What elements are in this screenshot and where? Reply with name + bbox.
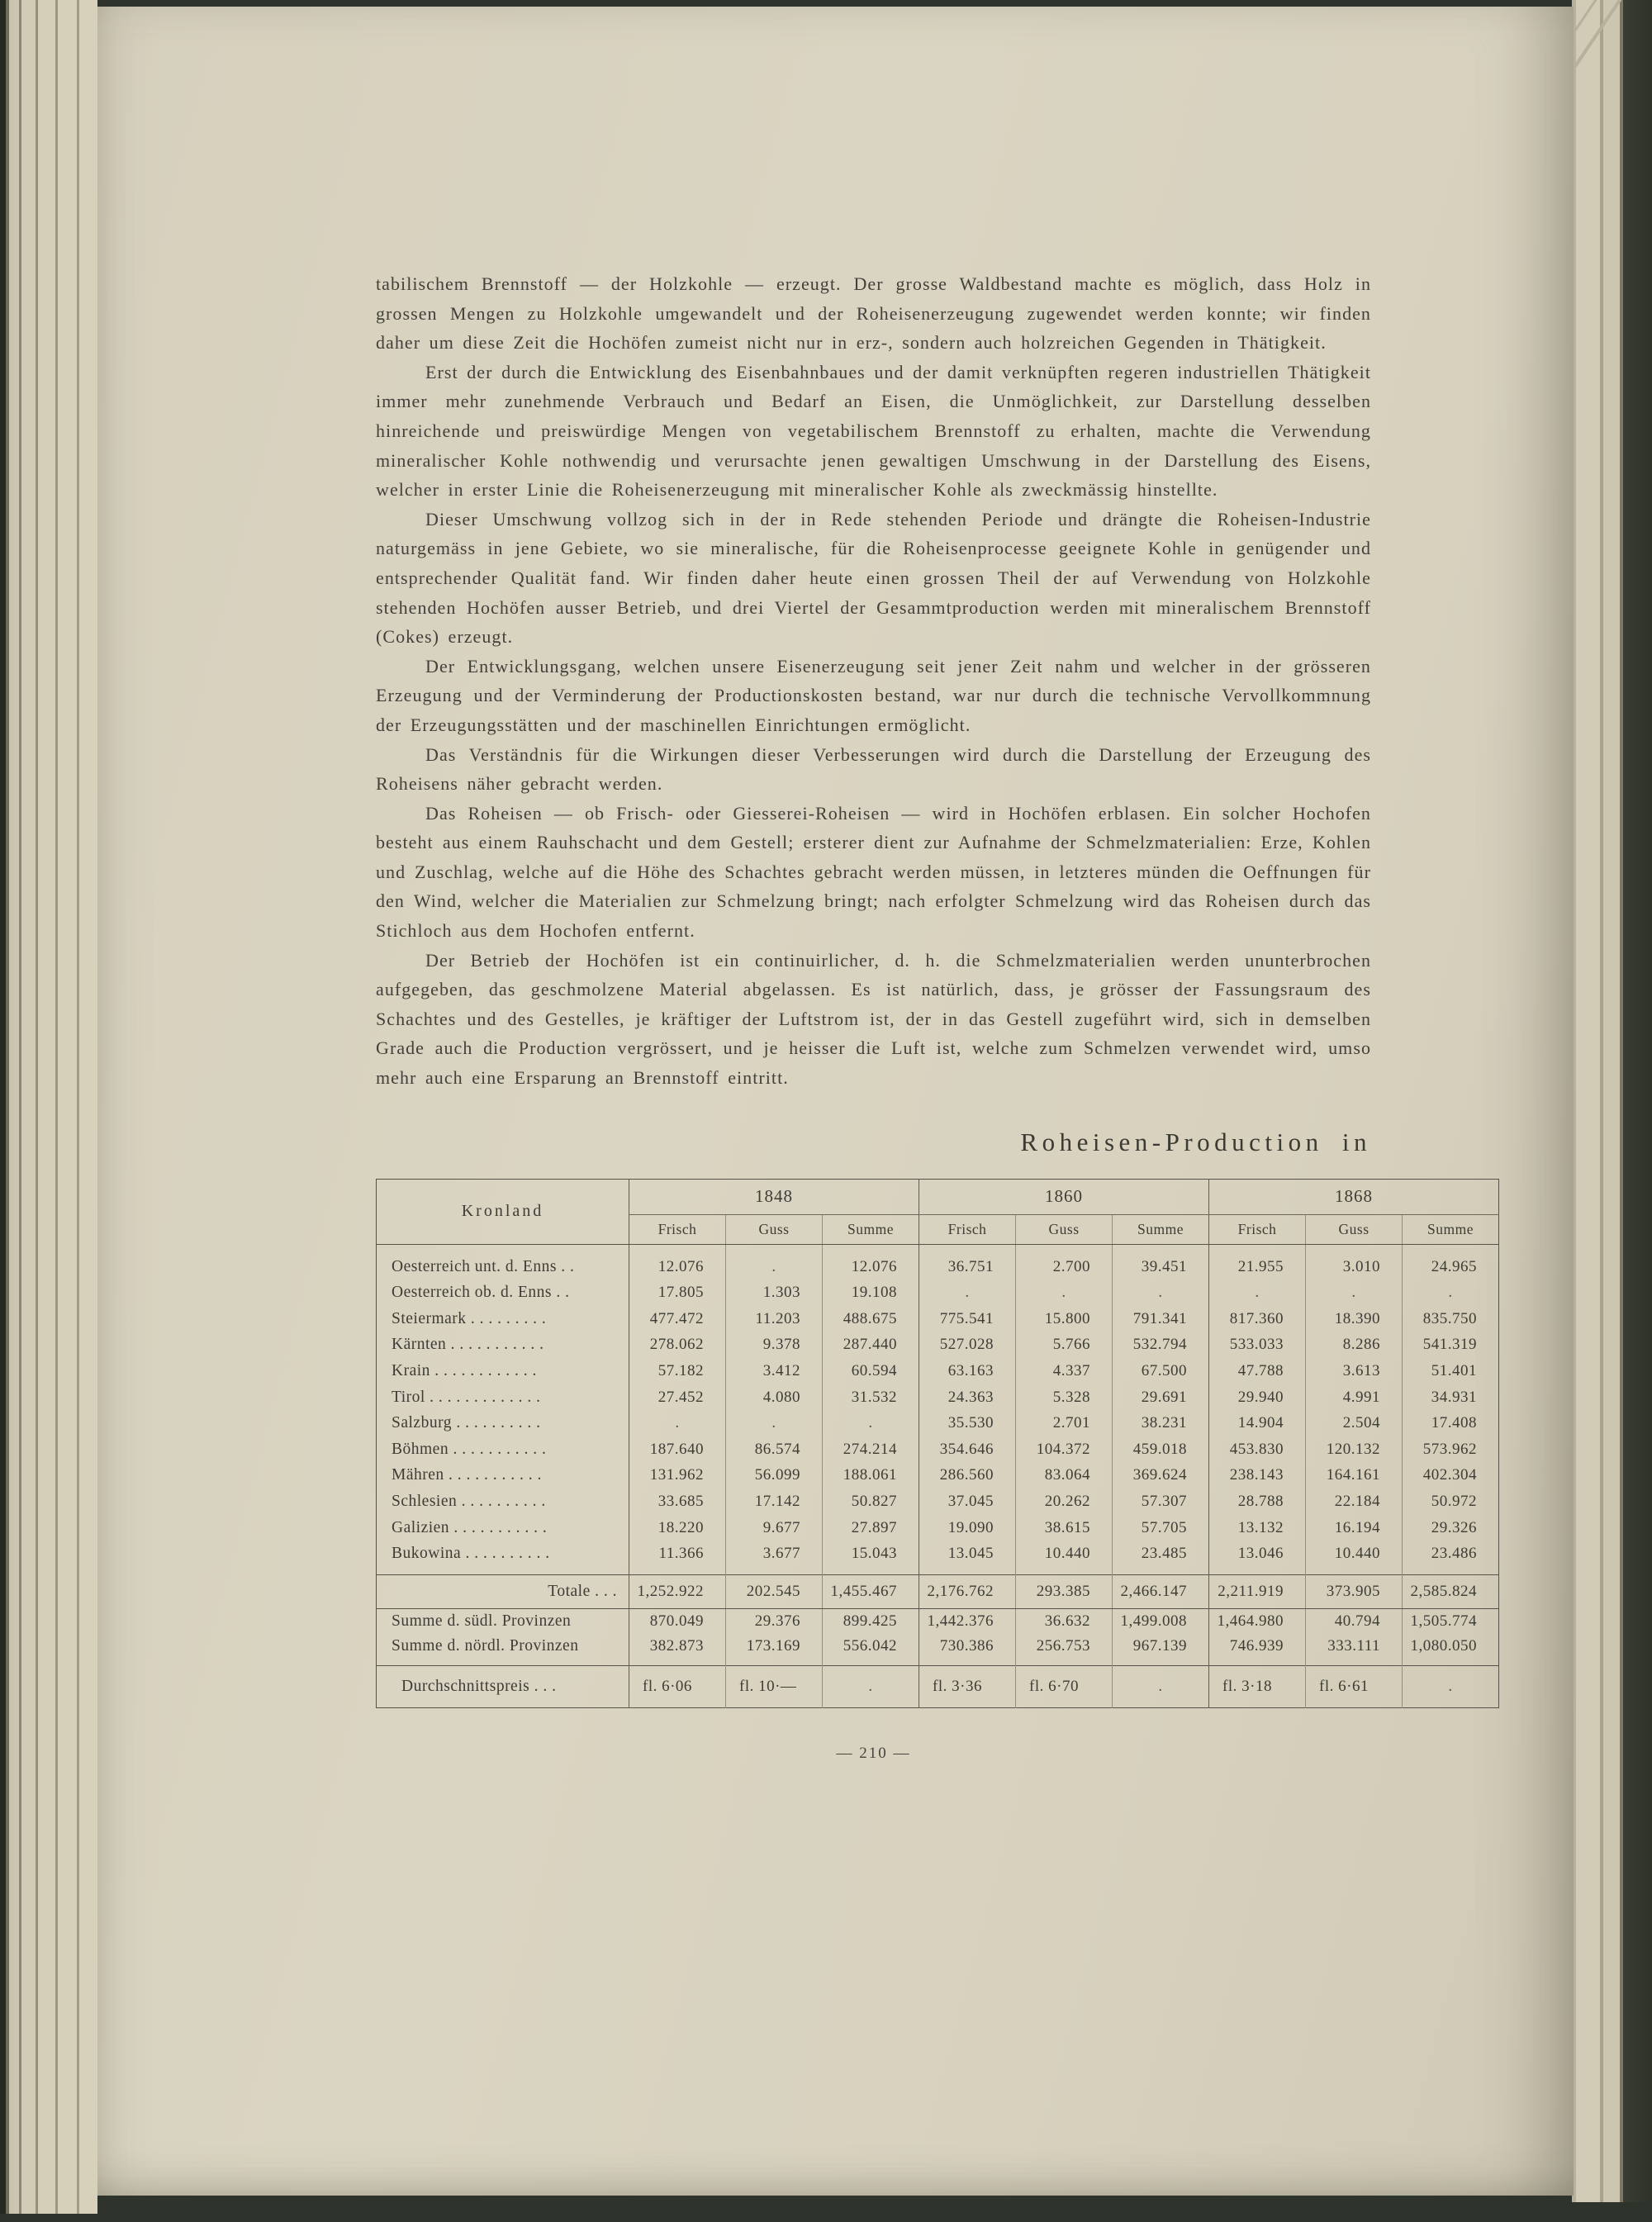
- row-label: Steiermark . . . . . . . . .: [392, 1309, 547, 1327]
- value-cell: .: [726, 1410, 823, 1436]
- value-cell: .: [823, 1410, 919, 1436]
- subcol-header: Frisch: [919, 1214, 1016, 1244]
- value-cell: 15.800: [1016, 1306, 1113, 1332]
- value-cell: 3.677: [726, 1541, 823, 1574]
- scanned-book-page: [97, 7, 1574, 2196]
- value-cell: .: [1306, 1280, 1403, 1306]
- value-cell: 202.545: [726, 1575, 823, 1609]
- value-cell: 57.705: [1113, 1515, 1209, 1541]
- value-cell: 19.108: [823, 1280, 919, 1306]
- paragraph: Dieser Umschwung vollzog sich in der in Rede stehenden Periode und drängte die Roheisen-Industrie naturgemäss in jene Gebiete, wo sie mineralische, für die Roheisenprocesse geeignete Kohle in genügender und entsprechender Qualität fand. Wir finden daher heute einen grossen Theil der auf Verwendung von Holzkohle stehenden Hochöfen ausser Betrieb, und drei Viertel der Gesammtproduction werden mit mineralischem Brennstoff (Cokes) erzeugt.: [376, 508, 1371, 648]
- value-cell: 14.904: [1209, 1410, 1306, 1436]
- value-cell: 86.574: [726, 1436, 823, 1463]
- value-cell: 835.750: [1403, 1306, 1499, 1332]
- value-cell: 1,455.467: [823, 1575, 919, 1609]
- value-cell: .: [1209, 1280, 1306, 1306]
- value-cell: 33.685: [629, 1488, 726, 1515]
- value-cell: 18.390: [1306, 1306, 1403, 1332]
- value-cell: 131.962: [629, 1463, 726, 1489]
- value-cell: 60.594: [823, 1358, 919, 1384]
- table-row: [377, 1358, 1499, 1384]
- book-page-edges-left: [0, 0, 97, 2214]
- value-cell: fl. 10·—: [726, 1666, 823, 1708]
- row-label: Mähren . . . . . . . . . . .: [392, 1466, 542, 1484]
- value-cell: 1,442.376: [919, 1609, 1016, 1635]
- table-row: [377, 1488, 1499, 1515]
- value-cell: 120.132: [1306, 1436, 1403, 1463]
- value-cell: 278.062: [629, 1332, 726, 1359]
- value-cell: 27.452: [629, 1384, 726, 1411]
- value-cell: 24.965: [1403, 1244, 1499, 1280]
- value-cell: 39.451: [1113, 1244, 1209, 1280]
- subcol-header: Frisch: [1209, 1214, 1306, 1244]
- book-page-edges-right: [1572, 0, 1652, 2202]
- value-cell: 287.440: [823, 1332, 919, 1359]
- value-cell: 57.307: [1113, 1488, 1209, 1515]
- value-cell: 333.111: [1306, 1634, 1403, 1666]
- table-row: [377, 1575, 1499, 1609]
- value-cell: 2,176.762: [919, 1575, 1016, 1609]
- value-cell: 453.830: [1209, 1436, 1306, 1463]
- value-cell: 1,464.980: [1209, 1609, 1306, 1635]
- value-cell: 29.691: [1113, 1384, 1209, 1411]
- value-cell: 1.303: [726, 1280, 823, 1306]
- value-cell: 1,080.050: [1403, 1634, 1499, 1666]
- subcol-header: Guss: [1016, 1214, 1113, 1244]
- value-cell: 24.363: [919, 1384, 1016, 1411]
- value-cell: 23.485: [1113, 1541, 1209, 1574]
- value-cell: 83.064: [1016, 1463, 1113, 1489]
- value-cell: 36.632: [1016, 1609, 1113, 1635]
- value-cell: 556.042: [823, 1634, 919, 1666]
- value-cell: 527.028: [919, 1332, 1016, 1359]
- value-cell: 57.182: [629, 1358, 726, 1384]
- value-cell: .: [1016, 1280, 1113, 1306]
- value-cell: 187.640: [629, 1436, 726, 1463]
- value-cell: 17.142: [726, 1488, 823, 1515]
- page-number: — 210 —: [836, 1745, 911, 1763]
- value-cell: 13.046: [1209, 1541, 1306, 1574]
- value-cell: 15.043: [823, 1541, 919, 1574]
- value-cell: 2.700: [1016, 1244, 1113, 1280]
- value-cell: 354.646: [919, 1436, 1016, 1463]
- value-cell: 18.220: [629, 1515, 726, 1541]
- value-cell: 19.090: [919, 1515, 1016, 1541]
- row-label: Bukowina . . . . . . . . . .: [392, 1545, 550, 1563]
- row-label: Böhmen . . . . . . . . . . .: [392, 1440, 547, 1458]
- value-cell: 870.049: [629, 1609, 726, 1635]
- value-cell: 1,499.008: [1113, 1609, 1209, 1635]
- subcol-header: Guss: [726, 1214, 823, 1244]
- value-cell: 12.076: [629, 1244, 726, 1280]
- paragraph: Das Roheisen — ob Frisch- oder Giesserei-Roheisen — wird in Hochöfen erblasen. Ein solcher Hochofen besteht aus einem Rauhschacht und dem Gestell; ersterer dient zur Aufnahme der Schmelzmaterialien: Erze, Kohlen und Zuschlag, welche auf die Höhe des Schachtes gebracht werden müssen, in letzteres münden die Oeffnungen für den Wind, welcher die Materialien zur Schmelzung bringt; nach erfolgter Schmelzung wird das Roheisen durch das Stichloch aus dem Hochofen entfernt.: [376, 802, 1371, 942]
- value-cell: 28.788: [1209, 1488, 1306, 1515]
- row-label: Oesterreich ob. d. Enns . .: [392, 1284, 570, 1302]
- table-row: [377, 1634, 1499, 1666]
- value-cell: 730.386: [919, 1634, 1016, 1666]
- table-row: [377, 1609, 1499, 1635]
- paragraph: Das Verständnis für die Wirkungen dieser Verbesserungen wird durch die Darstellung der Erzeugung des Roheisens näher gebracht werden.: [376, 743, 1371, 795]
- row-label: Salzburg . . . . . . . . . .: [392, 1414, 541, 1432]
- production-table: [376, 1179, 1499, 1709]
- value-cell: .: [1403, 1666, 1499, 1708]
- value-cell: 459.018: [1113, 1436, 1209, 1463]
- value-cell: 16.194: [1306, 1515, 1403, 1541]
- value-cell: .: [1113, 1666, 1209, 1708]
- value-cell: 817.360: [1209, 1306, 1306, 1332]
- value-cell: 20.262: [1016, 1488, 1113, 1515]
- value-cell: 293.385: [1016, 1575, 1113, 1609]
- value-cell: 1,252.922: [629, 1575, 726, 1609]
- value-cell: 4.080: [726, 1384, 823, 1411]
- table-row: [377, 1410, 1499, 1436]
- subcol-header: Frisch: [629, 1214, 726, 1244]
- value-cell: 373.905: [1306, 1575, 1403, 1609]
- value-cell: 2.504: [1306, 1410, 1403, 1436]
- value-cell: 532.794: [1113, 1332, 1209, 1359]
- value-cell: 286.560: [919, 1463, 1016, 1489]
- value-cell: 3.010: [1306, 1244, 1403, 1280]
- value-cell: 2,211.919: [1209, 1575, 1306, 1609]
- value-cell: .: [629, 1410, 726, 1436]
- year-header-1848: 1848: [629, 1179, 919, 1214]
- table-heading: Roheisen-Production in: [1020, 1127, 1371, 1156]
- row-label: Summe d. nördl. Provinzen: [392, 1637, 579, 1655]
- paragraph: Der Entwicklungsgang, welchen unsere Eisenerzeugung seit jener Zeit nahm und welcher in der grösseren Erzeugung und der Verminderung der Productionskosten bestand, war nur durch die technische Vervollkommnung der Erzeugungsstätten und der maschinellen Einrichtungen ermöglicht.: [376, 655, 1371, 735]
- value-cell: .: [1403, 1280, 1499, 1306]
- paragraph: Der Betrieb der Hochöfen ist ein continuirlicher, d. h. die Schmelzmaterialien werden ununterbrochen aufgegeben, das geschmolzene Material abgelassen. Es ist natürlich, dass, je grösser der Fassungsraum des Schachtes und des Gestelles, je kräftiger der Luftstrom ist, der in das Gestell zugeführt wird, sich in demselben Grade auch die Production vergrössert, und je heisser die Luft ist, welche zum Schmelzen verwendet wird, umso mehr auch eine Ersparung an Brennstoff eintritt.: [376, 949, 1371, 1089]
- value-cell: 37.045: [919, 1488, 1016, 1515]
- value-cell: fl. 3·36: [919, 1666, 1016, 1708]
- value-cell: 3.613: [1306, 1358, 1403, 1384]
- value-cell: 38.231: [1113, 1410, 1209, 1436]
- value-cell: 63.163: [919, 1358, 1016, 1384]
- value-cell: 256.753: [1016, 1634, 1113, 1666]
- value-cell: 50.827: [823, 1488, 919, 1515]
- value-cell: 51.401: [1403, 1358, 1499, 1384]
- row-label: Kärnten . . . . . . . . . . .: [392, 1336, 544, 1354]
- table-row: [377, 1280, 1499, 1306]
- value-cell: 4.991: [1306, 1384, 1403, 1411]
- row-label: Durchschnittspreis . . .: [377, 1666, 629, 1708]
- subcol-header: Summe: [823, 1214, 919, 1244]
- table-row: [377, 1384, 1499, 1411]
- row-label: Totale . . .: [377, 1575, 629, 1609]
- value-cell: 8.286: [1306, 1332, 1403, 1359]
- value-cell: 791.341: [1113, 1306, 1209, 1332]
- value-cell: 2,466.147: [1113, 1575, 1209, 1609]
- value-cell: 533.033: [1209, 1332, 1306, 1359]
- value-cell: 40.794: [1306, 1609, 1403, 1635]
- value-cell: 29.940: [1209, 1384, 1306, 1411]
- value-cell: 899.425: [823, 1609, 919, 1635]
- value-cell: 488.675: [823, 1306, 919, 1332]
- table-row: [377, 1332, 1499, 1359]
- value-cell: 188.061: [823, 1463, 919, 1489]
- value-cell: 5.766: [1016, 1332, 1113, 1359]
- table-row: [377, 1436, 1499, 1463]
- subcol-header: Summe: [1403, 1214, 1499, 1244]
- value-cell: 2.701: [1016, 1410, 1113, 1436]
- value-cell: 3.412: [726, 1358, 823, 1384]
- value-cell: 56.099: [726, 1463, 823, 1489]
- value-cell: 382.873: [629, 1634, 726, 1666]
- table-row: [377, 1244, 1499, 1280]
- table-body: [377, 1244, 1499, 1708]
- body-text: [376, 269, 1371, 1093]
- value-cell: 238.143: [1209, 1463, 1306, 1489]
- value-cell: fl. 3·18: [1209, 1666, 1306, 1708]
- value-cell: .: [726, 1244, 823, 1280]
- row-label: Krain . . . . . . . . . . . .: [392, 1362, 537, 1379]
- value-cell: 11.366: [629, 1541, 726, 1574]
- value-cell: 36.751: [919, 1244, 1016, 1280]
- value-cell: 13.132: [1209, 1515, 1306, 1541]
- table-row: [377, 1666, 1499, 1708]
- value-cell: 67.500: [1113, 1358, 1209, 1384]
- value-cell: .: [919, 1280, 1016, 1306]
- table-row: [377, 1515, 1499, 1541]
- value-cell: 21.955: [1209, 1244, 1306, 1280]
- value-cell: fl. 6·06: [629, 1666, 726, 1708]
- table-row: [377, 1306, 1499, 1332]
- row-label: Tirol . . . . . . . . . . . . .: [392, 1388, 541, 1406]
- value-cell: 12.076: [823, 1244, 919, 1280]
- value-cell: 50.972: [1403, 1488, 1499, 1515]
- value-cell: 29.326: [1403, 1515, 1499, 1541]
- value-cell: 23.486: [1403, 1541, 1499, 1574]
- value-cell: 22.184: [1306, 1488, 1403, 1515]
- table-row: [377, 1463, 1499, 1489]
- page-content: [376, 269, 1478, 1763]
- value-cell: 967.139: [1113, 1634, 1209, 1666]
- value-cell: 13.045: [919, 1541, 1016, 1574]
- value-cell: 10.440: [1306, 1541, 1403, 1574]
- value-cell: 1,505.774: [1403, 1609, 1499, 1635]
- subcol-header: Summe: [1113, 1214, 1209, 1244]
- row-label: Oesterreich unt. d. Enns . .: [392, 1257, 575, 1275]
- value-cell: 369.624: [1113, 1463, 1209, 1489]
- value-cell: 746.939: [1209, 1634, 1306, 1666]
- value-cell: 34.931: [1403, 1384, 1499, 1411]
- value-cell: 47.788: [1209, 1358, 1306, 1384]
- year-header-1860: 1860: [919, 1179, 1209, 1214]
- paragraph: tabilischem Brennstoff — der Holzkohle — erzeugt. Der grosse Waldbestand machte es möglich, dass Holz in grossen Mengen zu Holzkohle umgewandelt und der Roheisenerzeugung zugewendet werden konnte; wir finden daher um diese Zeit die Hochöfen zumeist nicht nur in erz-, sondern auch holzreichen Gegenden in Thätigkeit.: [376, 273, 1371, 354]
- value-cell: 10.440: [1016, 1541, 1113, 1574]
- value-cell: 31.532: [823, 1384, 919, 1411]
- value-cell: 2,585.824: [1403, 1575, 1499, 1609]
- value-cell: 4.337: [1016, 1358, 1113, 1384]
- table-row: [377, 1541, 1499, 1574]
- value-cell: .: [823, 1666, 919, 1708]
- year-header-1868: 1868: [1209, 1179, 1499, 1214]
- table-header: [377, 1179, 1499, 1244]
- row-label: Summe d. südl. Provinzen: [392, 1612, 572, 1631]
- value-cell: 5.328: [1016, 1384, 1113, 1411]
- value-cell: 164.161: [1306, 1463, 1403, 1489]
- value-cell: 27.897: [823, 1515, 919, 1541]
- kronland-header: Kronland: [377, 1179, 629, 1244]
- value-cell: fl. 6·61: [1306, 1666, 1403, 1708]
- value-cell: 17.805: [629, 1280, 726, 1306]
- value-cell: 29.376: [726, 1609, 823, 1635]
- value-cell: 573.962: [1403, 1436, 1499, 1463]
- value-cell: fl. 6·70: [1016, 1666, 1113, 1708]
- value-cell: 17.408: [1403, 1410, 1499, 1436]
- row-label: Schlesien . . . . . . . . . .: [392, 1492, 546, 1510]
- value-cell: 274.214: [823, 1436, 919, 1463]
- value-cell: 35.530: [919, 1410, 1016, 1436]
- value-cell: 11.203: [726, 1306, 823, 1332]
- value-cell: 9.378: [726, 1332, 823, 1359]
- value-cell: 477.472: [629, 1306, 726, 1332]
- value-cell: 775.541: [919, 1306, 1016, 1332]
- value-cell: 104.372: [1016, 1436, 1113, 1463]
- value-cell: 38.615: [1016, 1515, 1113, 1541]
- value-cell: 402.304: [1403, 1463, 1499, 1489]
- value-cell: 173.169: [726, 1634, 823, 1666]
- value-cell: .: [1113, 1280, 1209, 1306]
- subcol-header: Guss: [1306, 1214, 1403, 1244]
- paragraph: Erst der durch die Entwicklung des Eisenbahnbaues und der damit verknüpften regeren industriellen Thätigkeit immer mehr zunehmende Verbrauch und Bedarf an Eisen, die Unmöglichkeit, zur Darstellung desselben hinreichende und preiswürdige Mengen von vegetabilischem Brennstoff zu erhalten, machte die Verwendung mineralischer Kohle nothwendig und verursachte jenen gewaltigen Umschwung in der Darstellung des Eisens, welcher in erster Linie die Roheisenerzeugung mit mineralischer Kohle als zweckmässig hinstellte.: [376, 361, 1371, 501]
- value-cell: 541.319: [1403, 1332, 1499, 1359]
- value-cell: 9.677: [726, 1515, 823, 1541]
- row-label: Galizien . . . . . . . . . . .: [392, 1518, 548, 1536]
